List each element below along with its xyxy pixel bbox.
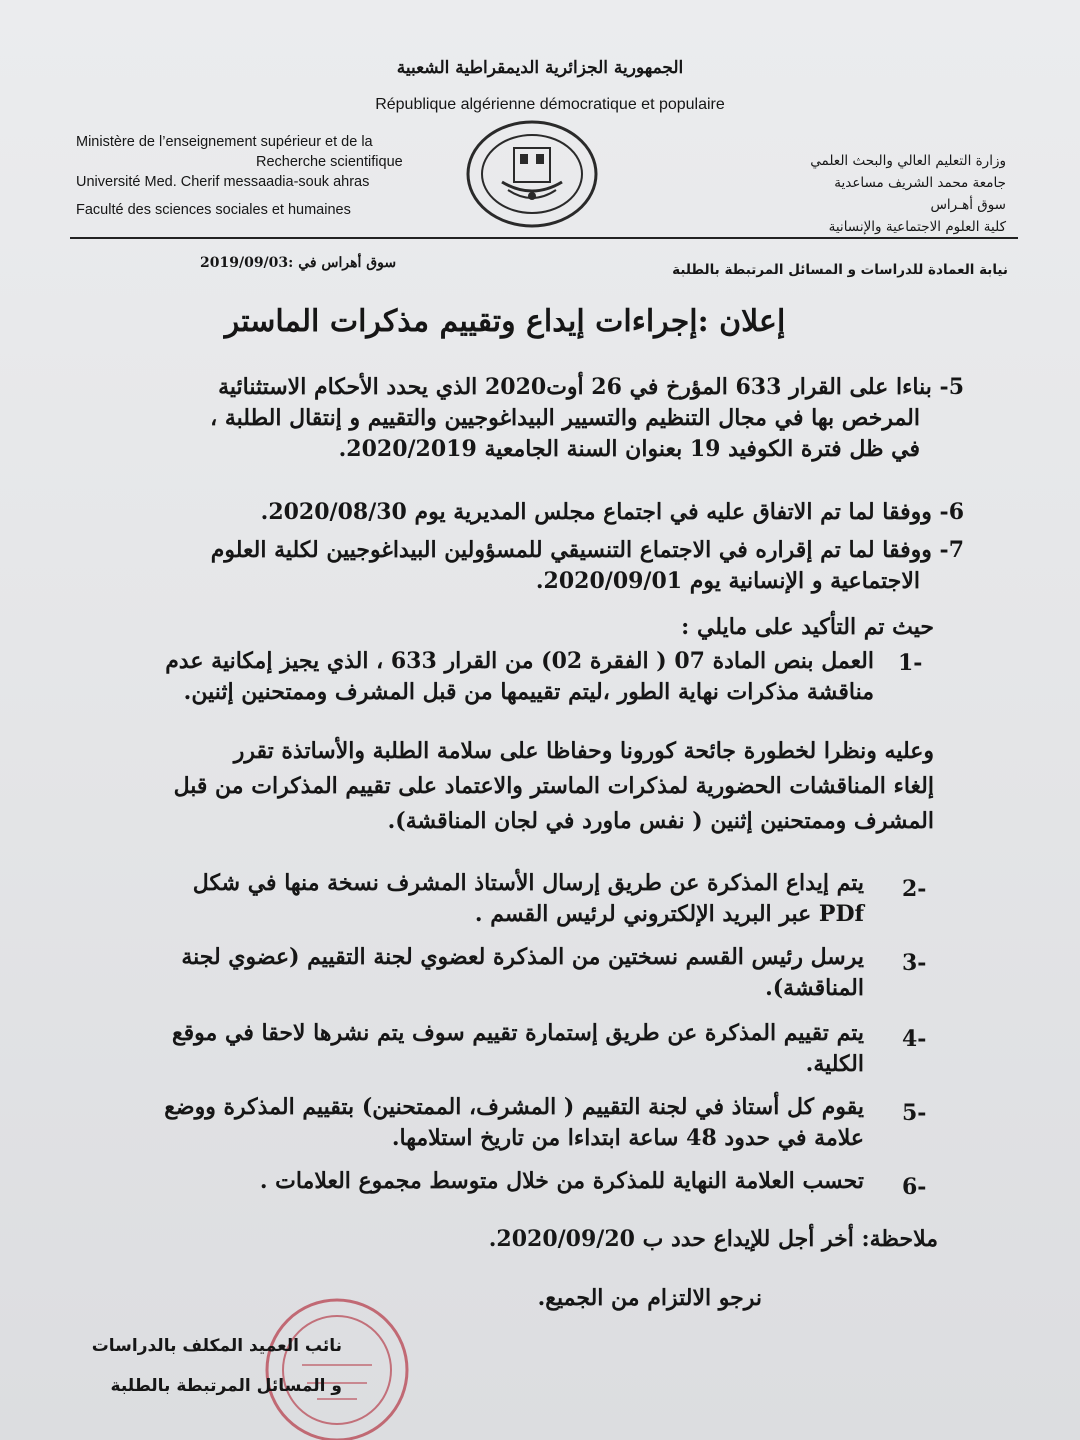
- step-2-number: 2-: [902, 876, 927, 902]
- city-date: سوق أهراس في :2019/09/03: [200, 255, 397, 271]
- step-4-text: يتم تقييم المذكرة عن طريق إستمارة تقييم سوف يتم نشرها لاحقا في موقع الكلية.: [171, 1020, 864, 1077]
- city-line-ar: سوق أهـراس: [930, 197, 1006, 213]
- republic-name-arabic: الجمهورية الجزائرية الديمقراطية الشعبية: [396, 58, 684, 78]
- step-4-number: 4-: [902, 1026, 927, 1052]
- step-5-text: يقوم كل أستاذ في لجنة التقييم ( المشرف، الممتحنين) بتقييم المذكرة ووضع علامة في حدود 48 ساعة ابتداءا من تاريخ استلامها.: [164, 1094, 864, 1151]
- reference-5: 5- بناءا على القرار 633 المؤرخ في 26 أوت2020 الذي يحدد الأحكام الاستثنائية المرخص بها في مجال التنظيم والتسيير البيداغوجيين والتقييم و إنتقال الطلبة ، في ظل فترة الكوفيد 19 بعنوان السنة الجامعية 2020/2019.: [210, 374, 964, 462]
- step-3-text: يرسل رئيس القسم نسختين من المذكرة لعضوي لجنة التقييم (عضوي لجنة المناقشة).: [181, 944, 864, 1001]
- step-2-text: يتم إيداع المذكرة عن طريق إرسال الأستاذ المشرف نسخة منها في شكل PDf عبر البريد الإلكتروني لرئيس القسم .: [192, 870, 864, 927]
- closing-line: نرجو الالتزام من الجميع.: [537, 1285, 762, 1311]
- header-left-block: [76, 132, 446, 220]
- university-line-ar: جامعة محمد الشريف مساعدية: [834, 175, 1006, 191]
- reference-6: 6- ووفقا لما تم الاتفاق عليه في اجتماع مجلس المديرية يوم 2020/08/30.: [260, 499, 964, 525]
- republic-name-french: République algérienne démocratique et populaire: [375, 96, 725, 113]
- reference-7: 7- ووفقا لما تم إقراره في الاجتماع التنسيقي للمسؤولين البيداغوجيين لكلية العلوم الاجتماعية و الإنسانية يوم 2020/09/01.: [210, 537, 964, 594]
- header-divider: [70, 237, 1018, 239]
- research-line-fr: Recherche scientifique: [256, 154, 403, 170]
- point-1-number: 1-: [898, 650, 923, 676]
- step-5-number: 5-: [902, 1100, 927, 1126]
- faculty-line-fr: Faculté des sciences sociales et humaines: [76, 202, 351, 218]
- university-line-fr: Université Med. Cherif messaadia-souk ahras: [76, 174, 370, 190]
- decision-paragraph: وعليه ونظرا لخطورة جائحة كورونا وحفاظا على سلامة الطلبة والأساتذة تقرر إلغاء المناقشات الحضورية لمذكرات الماستر والاعتماد على تقييم المذكرات من قبل المشرف وممتحنين إثنين ( نفس ماورد في لجان المناقشة).: [173, 738, 934, 834]
- deanery-name: نيابة العمادة للدراسات و المسائل المرتبطة بالطلبة: [672, 262, 1008, 278]
- announcement-title: إعلان :إجراءات إيداع وتقييم مذكرات الماستر: [224, 304, 786, 339]
- ministry-line-ar: وزارة التعليم العالي والبحث العلمي: [810, 153, 1006, 169]
- point-1-text: العمل بنص المادة 07 ( الفقرة 02) من القرار 633 ، الذي يجيز إمكانية عدم مناقشة مذكرات نهاية الطور ،ليتم تقييمها من قبل المشرف وممتحنين إثنين.: [165, 648, 874, 705]
- step-6-number: 6-: [902, 1174, 927, 1200]
- ministry-line-fr: Ministère de l’enseignement supérieur et de la: [76, 134, 373, 150]
- faculty-line-ar: كلية العلوم الاجتماعية والإنسانية: [828, 219, 1006, 235]
- step-6-text: تحسب العلامة النهاية للمذكرة من خلال متوسط مجموع العلامات .: [259, 1168, 864, 1194]
- university-logo: [462, 118, 602, 230]
- deadline-note: ملاحظة: أخر أجل للإيداع حدد ب 2020/09/20.: [488, 1226, 938, 1252]
- signature-title: نائب العميد المكلف بالدراسات و المسائل المرتبطة بالطلبة: [91, 1336, 342, 1396]
- step-3-number: 3-: [902, 950, 927, 976]
- emphasis-intro: حيث تم التأكيد على مايلي :: [681, 614, 934, 640]
- header-right-block: [746, 150, 1006, 238]
